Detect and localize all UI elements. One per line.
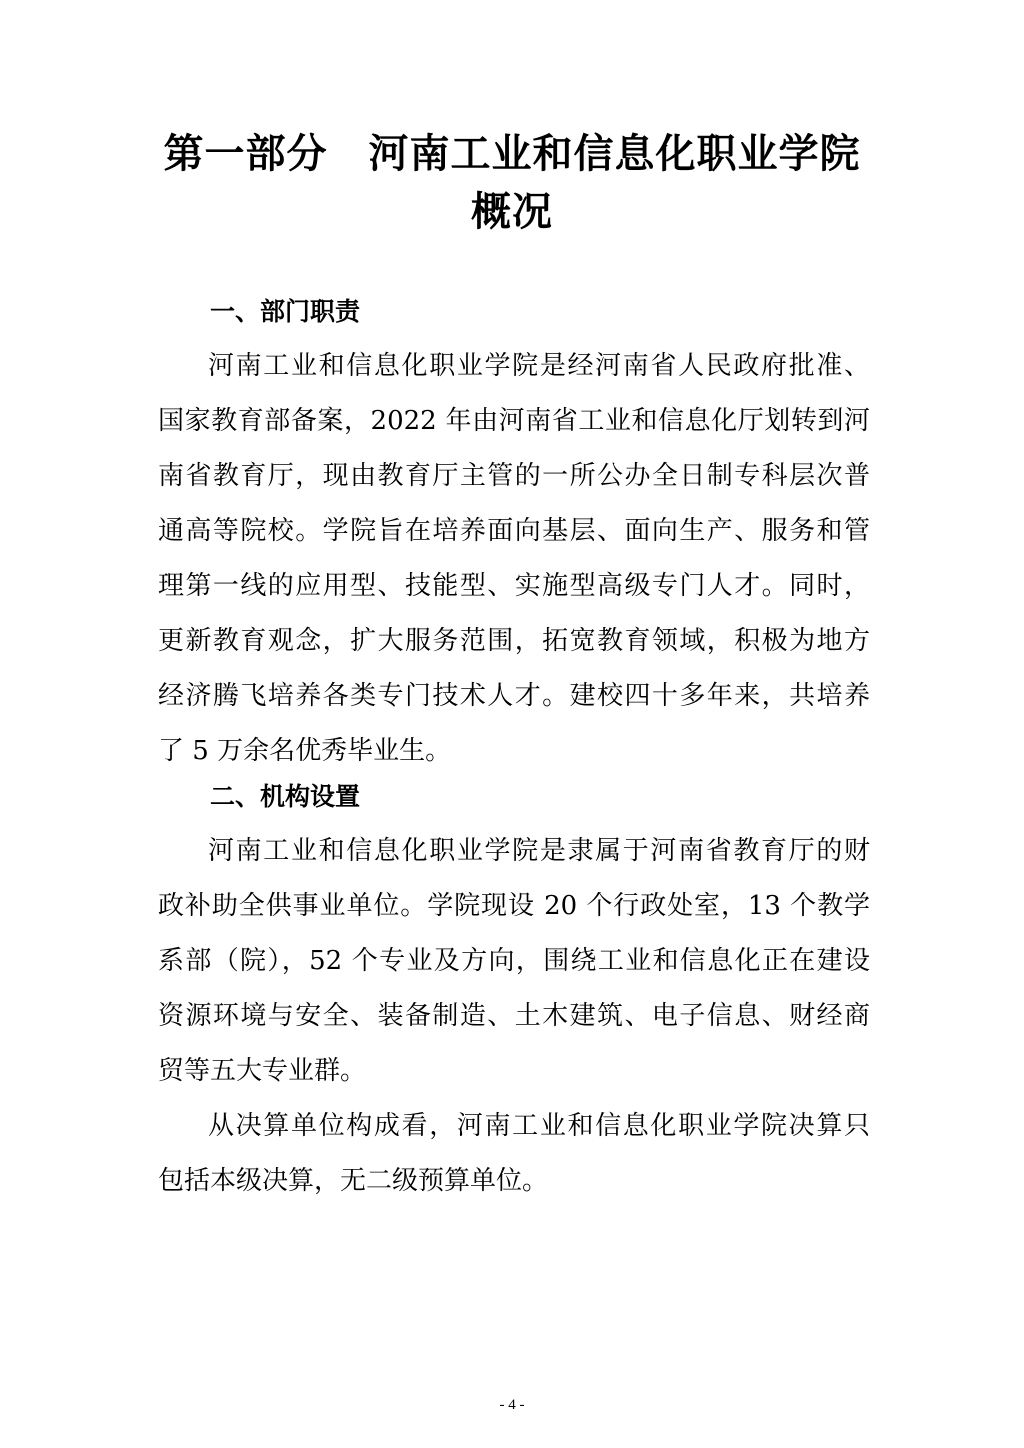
- page-number: - 4 -: [499, 1397, 525, 1413]
- section-heading-organization: 二、机构设置: [210, 782, 361, 811]
- paragraph-line: 河南工业和信息化职业学院是隶属于河南省教育厅的财: [208, 836, 870, 866]
- paragraph-line: 了 5 万余名优秀毕业生。: [158, 736, 452, 766]
- paragraph-line: 包括本级决算，无二级预算单位。: [158, 1166, 549, 1196]
- paragraph-line: 更新教育观念，扩大服务范围，拓宽教育领域，积极为地方: [158, 626, 870, 656]
- paragraph-line: 贸等五大专业群。: [158, 1056, 367, 1086]
- paragraph-line: 通高等院校。学院旨在培养面向基层、面向生产、服务和管: [158, 516, 870, 546]
- page-title-continued: 概况: [471, 189, 553, 235]
- paragraph-line: 政补助全供事业单位。学院现设 20 个行政处室，13 个教学: [158, 891, 870, 921]
- paragraph-line: 河南工业和信息化职业学院是经河南省人民政府批准、: [208, 351, 870, 381]
- section-heading-duties: 一、部门职责: [210, 297, 361, 326]
- paragraph-line: 国家教育部备案，2022 年由河南省工业和信息化厅划转到河: [158, 406, 870, 436]
- paragraph-line: 系部（院），52 个专业及方向，围绕工业和信息化正在建设: [158, 946, 870, 976]
- paragraph-line: 经济腾飞培养各类专门技术人才。建校四十多年来，共培养: [158, 681, 870, 711]
- paragraph-line: 理第一线的应用型、技能型、实施型高级专门人才。同时，: [158, 571, 870, 601]
- paragraph-line: 南省教育厅，现由教育厅主管的一所公办全日制专科层次普: [158, 461, 870, 491]
- paragraph-line: 从决算单位构成看，河南工业和信息化职业学院决算只: [208, 1111, 870, 1141]
- paragraph-line: 资源环境与安全、装备制造、土木建筑、电子信息、财经商: [158, 1001, 870, 1031]
- page-title: 第一部分 河南工业和信息化职业学院: [163, 131, 861, 177]
